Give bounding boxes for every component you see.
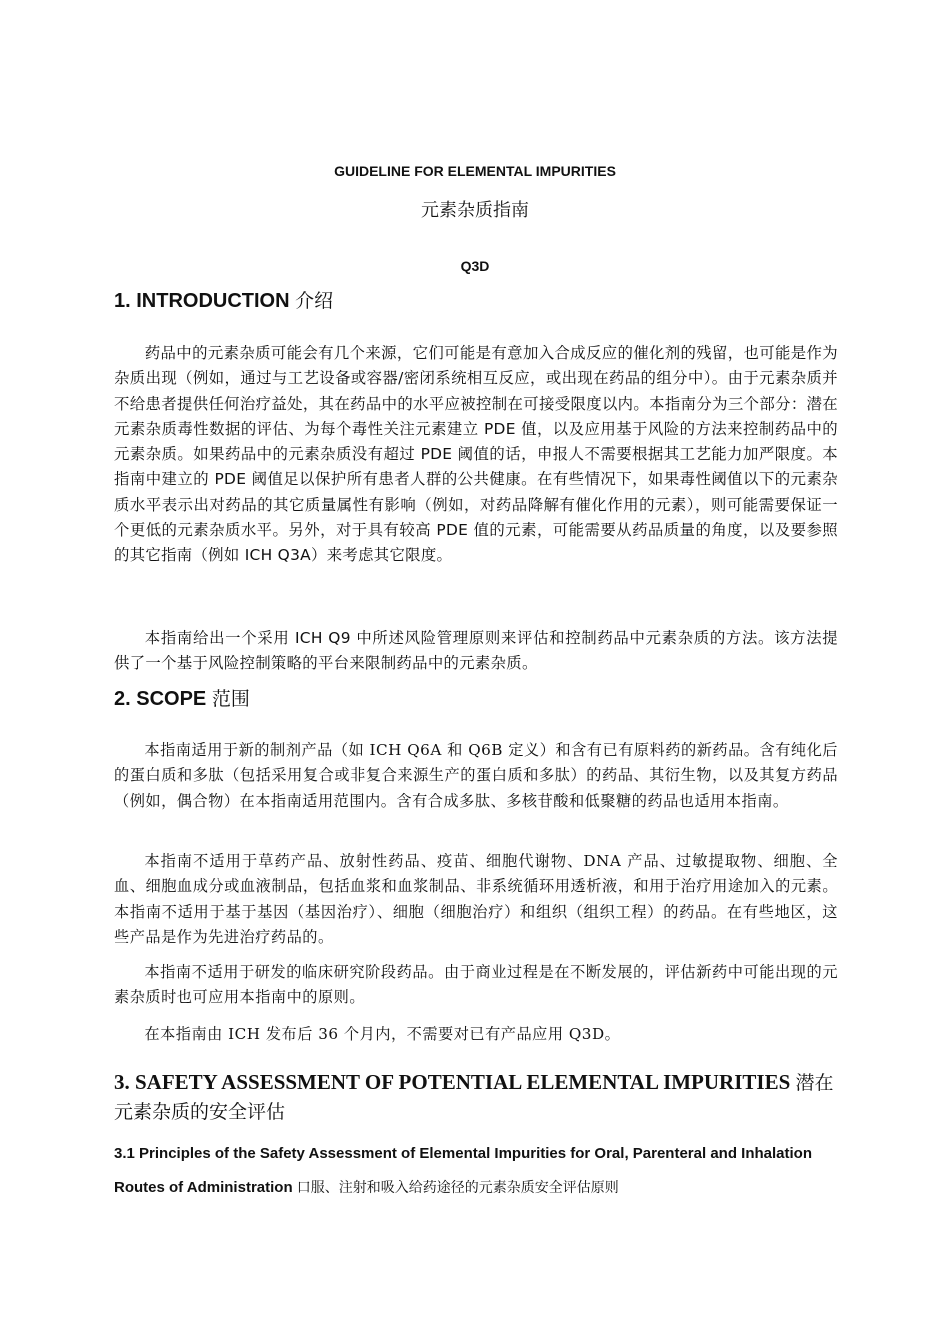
section-2-paragraph-2: 本指南不适用于草药产品、放射性药品、疫苗、细胞代谢物、DNA 产品、过敏提取物、细胞、全血、细胞血成分或血液制品，包括血浆和血浆制品、非系统循环用透析液，和用于治疗用途加入的元素。本指南不适用于基于基因（基因治疗）、细胞（细胞治疗）和组织（组织工程）的药品。在有些地区，这些产品是作为先进治疗药品的。 bbox=[114, 852, 838, 946]
document-title-english: GUIDELINE FOR ELEMENTAL IMPURITIES bbox=[334, 163, 616, 179]
section-2-heading-en: 2. SCOPE bbox=[114, 688, 207, 710]
section-1-heading bbox=[114, 286, 333, 313]
document-code: Q3D bbox=[460, 258, 490, 274]
section-2-paragraph-4: 在本指南由 ICH 发布后 36 个月内，不需要对已有产品应用 Q3D。 bbox=[144, 1025, 621, 1043]
section-3-heading bbox=[114, 1068, 834, 1126]
section-2-heading bbox=[114, 684, 250, 711]
section-3-1-heading bbox=[114, 1137, 844, 1205]
section-3-heading-en: 3. SAFETY ASSESSMENT OF POTENTIAL ELEMENTAL IMPURITIES bbox=[114, 1070, 791, 1094]
section-2-heading-zh: 范围 bbox=[211, 688, 250, 710]
section-3-heading-zh: 潜在元素杂质的安全评估 bbox=[114, 1072, 834, 1123]
section-3-1-heading-en: 3.1 Principles of the Safety Assessment of Elemental Impurities for Oral, Parenteral and Inhalation Routes of Administration bbox=[114, 1145, 812, 1196]
section-3-1-heading-zh: 口服、注射和吸入给药途径的元素杂质安全评估原则 bbox=[296, 1180, 619, 1196]
section-1-heading-en: 1. INTRODUCTION bbox=[114, 290, 290, 312]
section-2-paragraph-1: 本指南适用于新的制剂产品（如 ICH Q6A 和 Q6B 定义）和含有已有原料药的新药品。含有纯化后的蛋白质和多肽（包括采用复合或非复合来源生产的蛋白质和多肽）的药品、其衍生物，以及其复方药品（例如，偶合物）在本指南适用范围内。含有合成多肽、多核苷酸和低聚糖的药品也适用本指南。 bbox=[114, 741, 838, 810]
section-1-heading-zh: 介绍 bbox=[295, 290, 334, 312]
section-2-paragraph-3: 本指南不适用于研发的临床研究阶段药品。由于商业过程是在不断发展的，评估新药中可能出现的元素杂质时也可应用本指南中的原则。 bbox=[114, 963, 838, 1007]
section-1-paragraph-2: 本指南给出一个采用 ICH Q9 中所述风险管理原则来评估和控制药品中元素杂质的方法。该方法提供了一个基于风险控制策略的平台来限制药品中的元素杂质。 bbox=[114, 629, 838, 673]
section-1-paragraph-1: 药品中的元素杂质可能会有几个来源，它们可能是有意加入合成反应的催化剂的残留，也可能是作为杂质出现（例如，通过与工艺设备或容器/密闭系统相互反应，或出现在药品的组分中）。由于元素杂质并不给患者提供任何治疗益处，其在药品中的水平应被控制在可接受限度以内。本指南分为三个部分：潜在元素杂质毒性数据的评估、为每个毒性关注元素建立 PDE 值，以及应用基于风险的方法来控制药品中的元素杂质。如果药品中的元素杂质没有超过 PDE 阈值的话，申报人不需要根据其工艺能力加严限度。本指南中建立的 PDE 阈值足以保护所有患者人群的公共健康。在有些情况下，如果毒性阈值以下的元素杂质水平表示出对药品的其它质量属性有影响（例如，对药品降解有催化作用的元素），则可能需要保证一个更低的元素杂质水平。另外，对于具有较高 PDE 值的元素，可能需要从药品质量的角度，以及要参照的其它指南（例如 ICH Q3A）来考虑其它限度。 bbox=[114, 344, 838, 565]
document-title-chinese: 元素杂质指南 bbox=[421, 200, 529, 221]
